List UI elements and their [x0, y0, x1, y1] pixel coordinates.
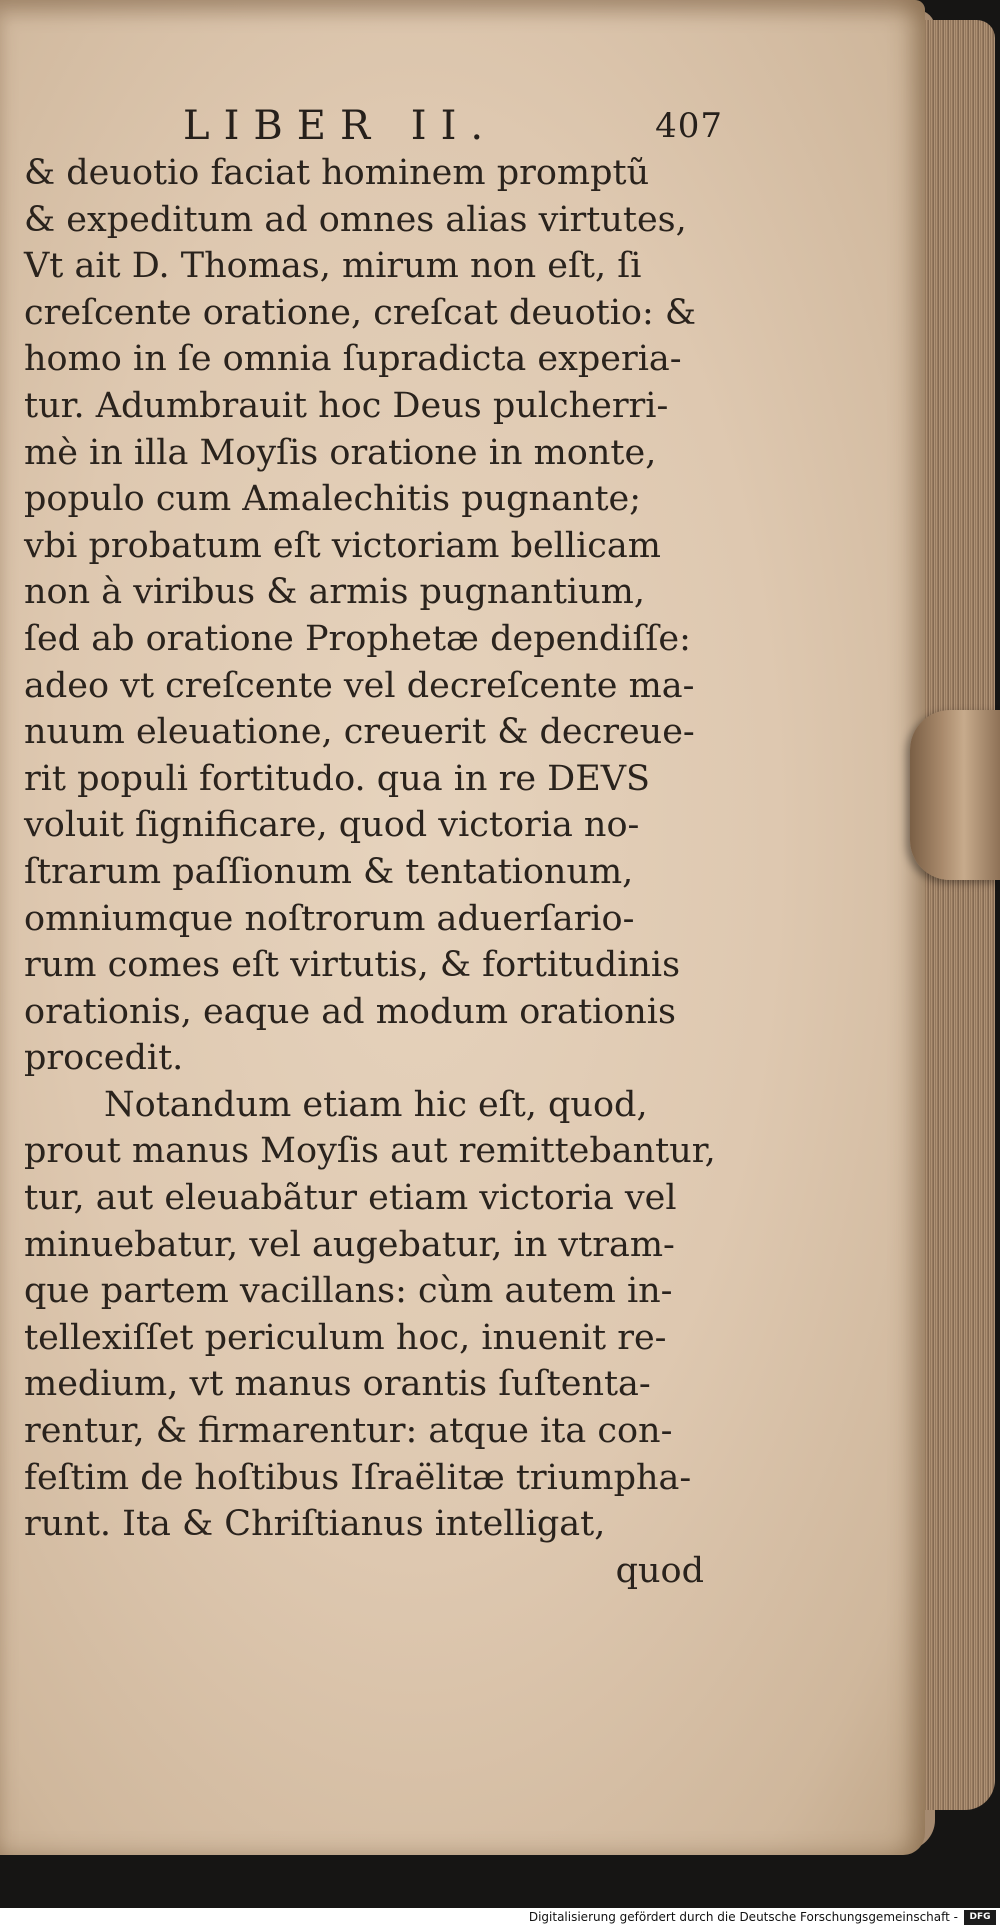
dfg-logo: DFG — [964, 1910, 996, 1925]
text-line: & deuotio faciat hominem promptũ — [24, 153, 650, 193]
text-line: mè in illa Moyſis oratione in monte, — [24, 432, 657, 473]
text-line: orationis, eaque ad modum orationis — [24, 991, 676, 1032]
text-line: voluit ſignificare, quod victoria no- — [24, 805, 640, 846]
text-line: runt. Ita & Chriſtianus intelligat, — [24, 1504, 606, 1545]
running-head — [183, 104, 723, 148]
text-line: rum comes eſt virtutis, & fortitudinis — [24, 945, 681, 986]
text-line: rentur, & firmarentur: atque ita con- — [24, 1411, 673, 1452]
text-line: feſtim de hoſtibus Iſraëlitæ triumpha- — [24, 1457, 692, 1498]
digitization-credit: Digitalisierung gefördert durch die Deutsche Forschungsgemeinschaft - — [528, 1910, 958, 1924]
text-line: ſed ab oratione Prophetæ dependiſſe: — [24, 618, 691, 659]
text-line: nuum eleuatione, creuerit & decreue- — [24, 712, 695, 753]
text-line: medium, vt manus orantis ſuſtenta- — [24, 1364, 651, 1405]
text-line: omniumque noſtrorum aduerſario- — [24, 898, 635, 939]
text-line: tur, aut eleuabãtur etiam victoria vel — [24, 1178, 677, 1219]
body-text — [24, 150, 716, 1594]
catchword: quod — [615, 1550, 704, 1591]
text-line: minuebatur, vel augebatur, in vtram- — [24, 1224, 675, 1265]
text-line: ſtrarum paſſionum & tentationum, — [24, 851, 634, 892]
page-number: 407 — [655, 106, 723, 146]
text-line: prout manus Moyſis aut remittebantur, — [24, 1131, 716, 1172]
text-line: que partem vacillans: cùm autem in- — [24, 1271, 673, 1312]
text-line: procedit. — [24, 1038, 184, 1079]
text-line: vbi probatum eſt victoriam bellicam — [24, 525, 661, 566]
running-head-title: LIBER II. — [183, 103, 498, 149]
text-line: Vt ait D. Thomas, mirum non eſt, ſi — [24, 246, 642, 287]
text-line: tellexiſſet periculum hoc, inuenit re- — [24, 1317, 667, 1358]
text-line: populo cum Amalechitis pugnante; — [24, 479, 642, 520]
bookmark-tab — [910, 710, 1000, 880]
text-line: non à viribus & armis pugnantium, — [24, 572, 645, 613]
text-line: creſcente oratione, creſcat deuotio: & — [24, 292, 697, 333]
text-line: adeo vt creſcente vel decreſcente ma- — [24, 665, 695, 706]
text-line: rit populi fortitudo. qua in re DEVS — [24, 758, 651, 799]
paragraph-start-line: Notandum etiam hic eſt, quod, — [104, 1084, 648, 1125]
text-line: tur. Adumbrauit hoc Deus pulcherri- — [24, 385, 669, 426]
text-line: & expeditum ad omnes alias virtutes, — [24, 199, 687, 240]
text-line: homo in ſe omnia ſupradicta experia- — [24, 339, 682, 380]
